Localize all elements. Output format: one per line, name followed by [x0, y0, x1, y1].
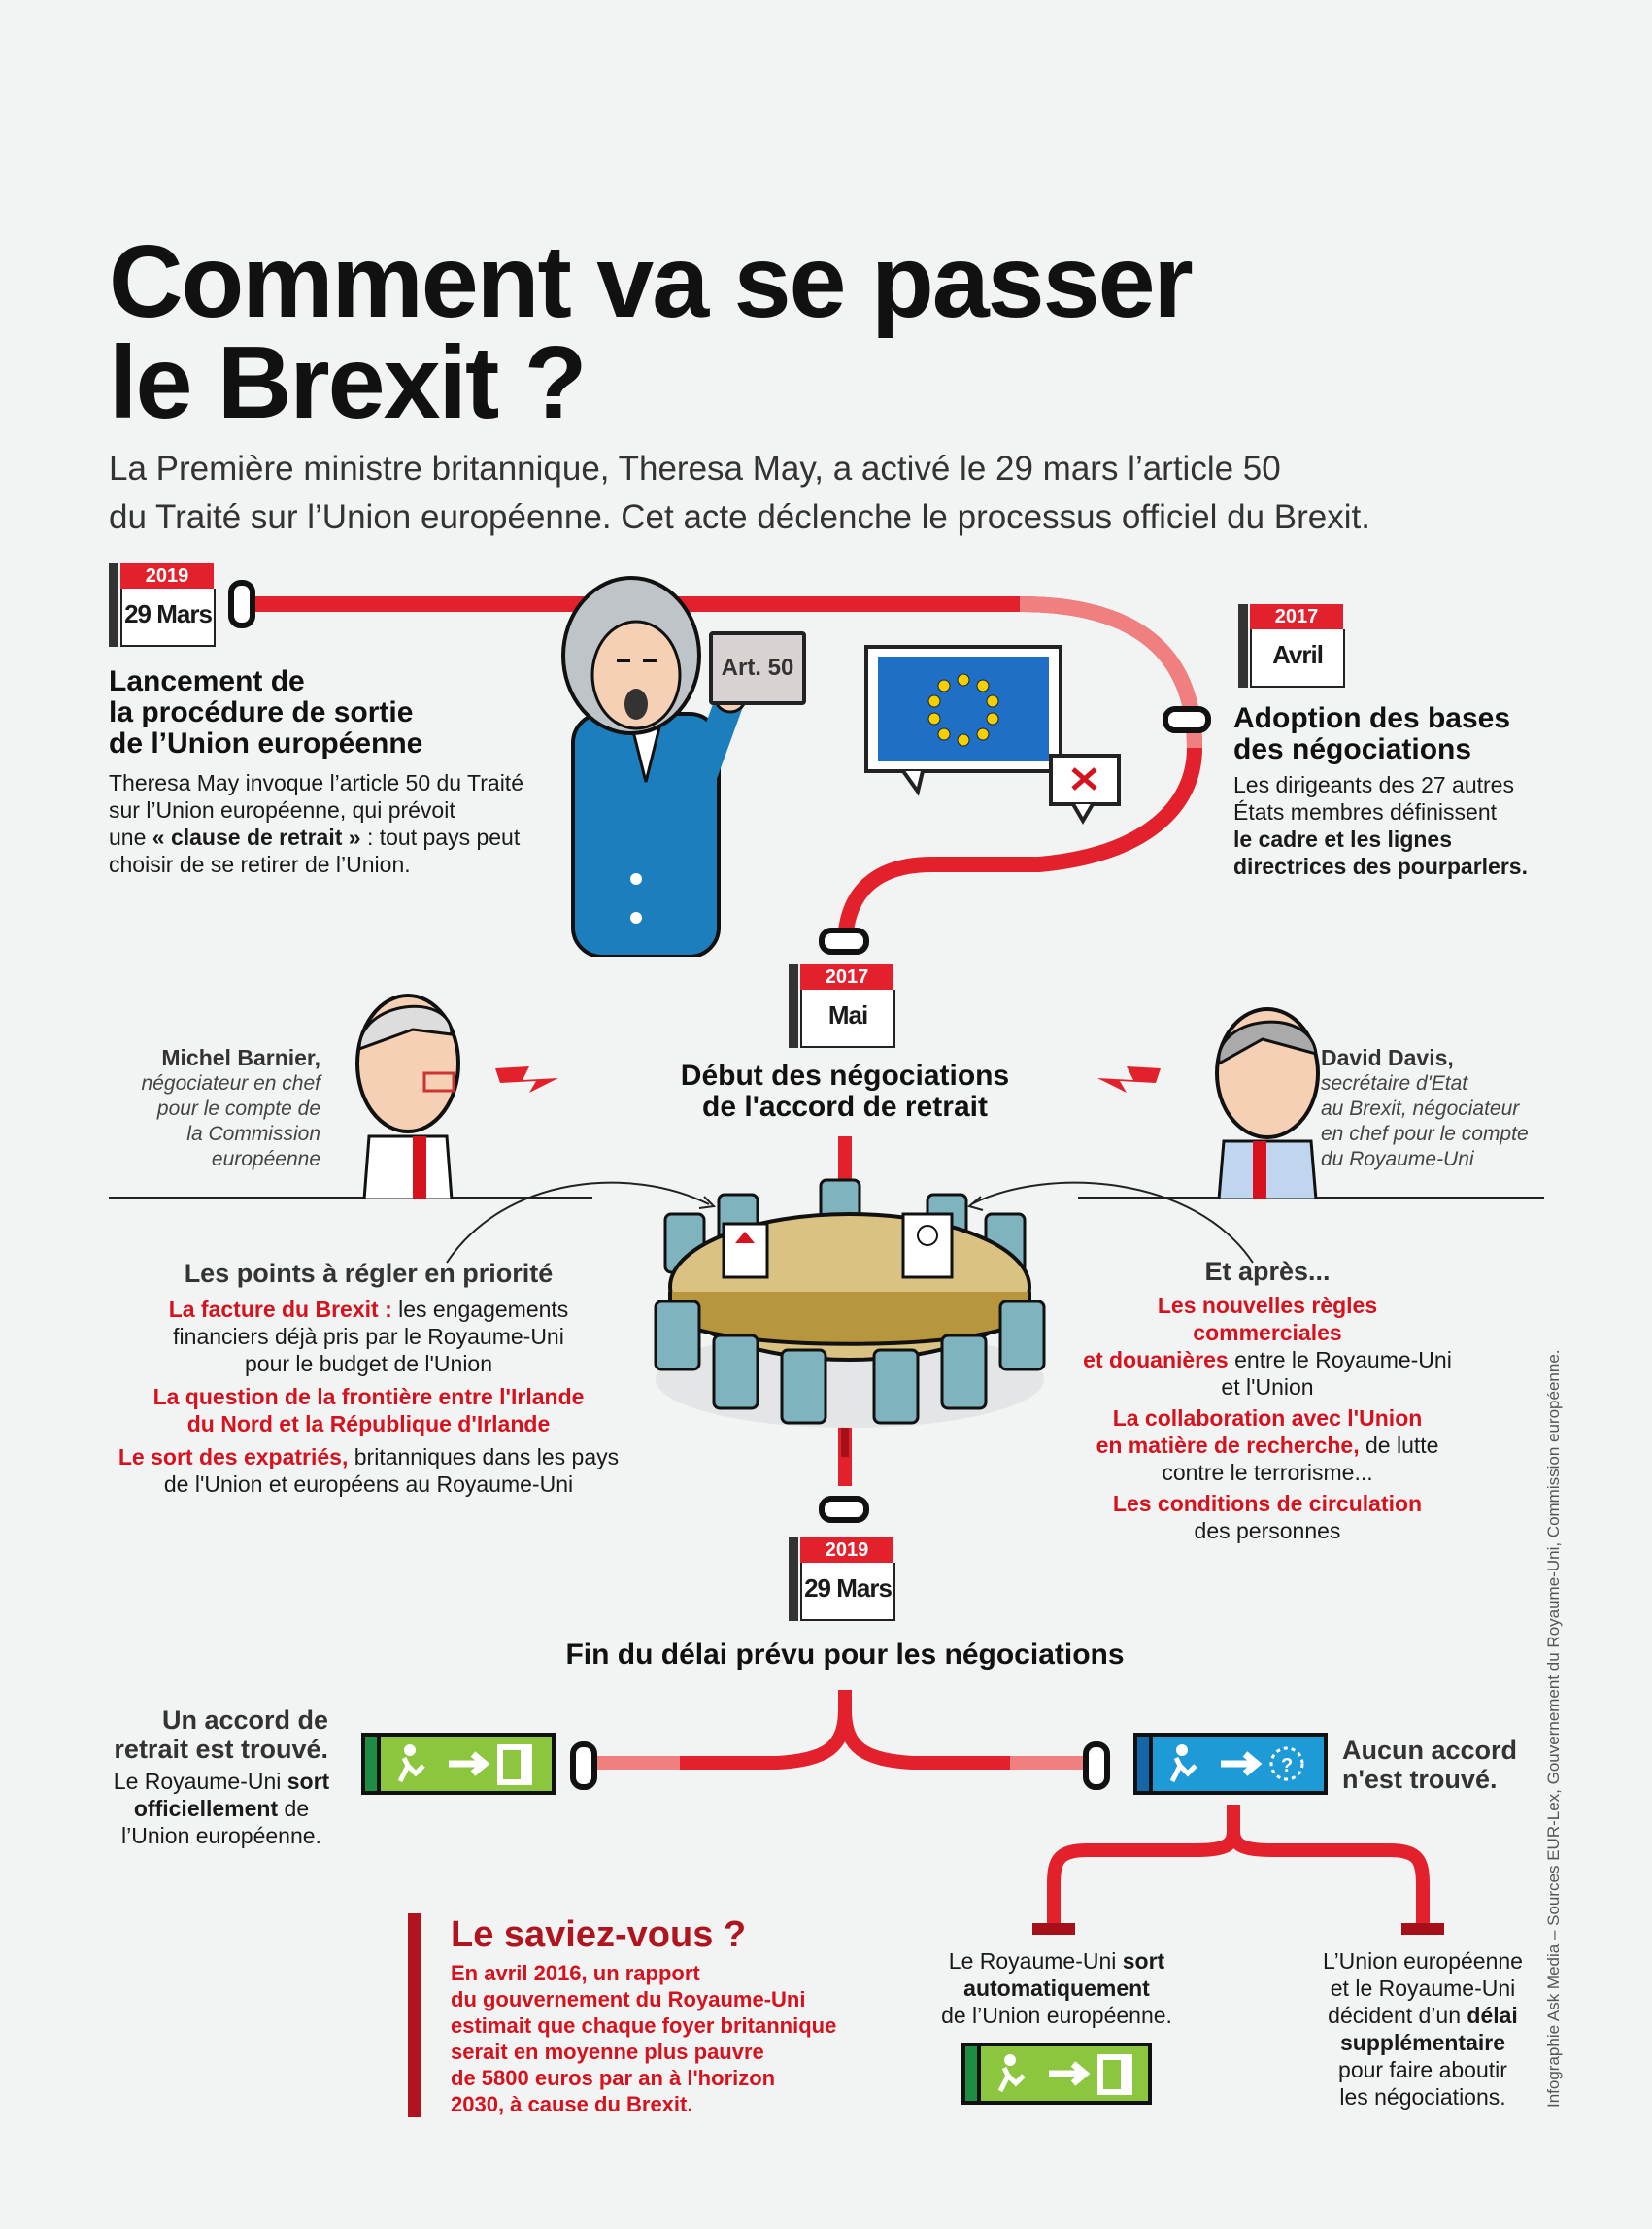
step3-title-l2: de l'accord de retrait [702, 1091, 988, 1123]
exit-sign-blue-icon [1133, 1733, 1328, 1795]
barnier-role-l1: négociateur en chef [141, 1072, 320, 1095]
step2-text-l1: Les dirigeants des 27 autres [1233, 772, 1514, 797]
title-line-1: Comment va se passer [109, 224, 1192, 339]
deal-text-l2-post: de [278, 1796, 310, 1821]
priority-1 [109, 1296, 628, 1323]
after-1-rest: entre le Royaume-Uni [1228, 1347, 1452, 1372]
after-3-l2: des personnes [1194, 1518, 1341, 1543]
article-50-label: Art. 50 [721, 655, 794, 681]
after-3-l1: Les conditions de circulation [1112, 1491, 1423, 1516]
after-2-l2 [1083, 1432, 1452, 1459]
source-credit: Infographie Ask Media – Sources EUR-Lex, Gouvernement du Royaume-Uni, Commission européenne. [1544, 1349, 1563, 2108]
deal-text-l2-bold: officiellement [133, 1796, 279, 1821]
barnier-name: Michel Barnier, [161, 1045, 320, 1070]
priority-3-rest: britanniques dans les pays [348, 1444, 620, 1469]
outcome-b-l2: et le Royaume-Uni [1330, 1976, 1516, 2001]
step1-text-l3 [109, 824, 523, 851]
davis-role-l3: en chef pour le compte [1321, 1123, 1529, 1145]
step2-text-l3: le cadre et les lignes [1233, 827, 1453, 852]
nodeal-title-l2: n'est trouvé. [1342, 1765, 1498, 1794]
priority-1-red: La facture du Brexit : [168, 1297, 392, 1322]
after-2-red: en matière de recherche, [1096, 1433, 1360, 1458]
davis-role-l1: secrétaire d'Etat [1321, 1072, 1468, 1095]
calendar-day: 29 Mars [800, 1563, 895, 1621]
article-50-sign [709, 631, 806, 705]
after-2-l1: La collaboration avec l'Union [1112, 1405, 1423, 1431]
outcome-b-l1: L’Union européenne [1323, 1948, 1523, 1974]
barnier-role-l3: la Commission [186, 1123, 320, 1145]
deal-text-l1 [105, 1768, 338, 1795]
deal-text-l2 [105, 1795, 338, 1822]
priority-3-red: Le sort des expatriés, [118, 1444, 349, 1469]
exit-sign-green-bottom-icon [961, 2043, 1152, 2105]
priority-2-l2: du Nord et la République d'Irlande [186, 1411, 551, 1436]
deal-text-l3: l’Union européenne. [121, 1823, 321, 1848]
priority-3-l2: de l'Union et européens au Royaume-Uni [163, 1471, 574, 1497]
calendar-step3 [789, 964, 893, 1050]
nodeal-title [1342, 1736, 1517, 1794]
priority-1-l3: pour le budget de l'Union [244, 1351, 493, 1376]
outcome-a-l1 [921, 1947, 1193, 1975]
step3-title [602, 1061, 1088, 1123]
negotiation-table-illustration [646, 1175, 1054, 1437]
priorities-title: Les points à régler en priorité [184, 1259, 554, 1288]
calendar-step1 [109, 563, 214, 649]
theresa-may-illustration [544, 558, 767, 957]
barnier-caption [109, 1044, 320, 1172]
outcome-b-l6: les négociations. [1339, 2084, 1506, 2110]
step1-text-l1: Theresa May invoque l’article 50 du Traité [109, 770, 523, 795]
step1-text-l3-post: : tout pays peut [360, 825, 521, 850]
step2-title [1233, 703, 1510, 765]
priorities-block [109, 1255, 628, 1498]
calendar-year: 2019 [800, 1537, 893, 1563]
step1-text-l3-bold: « clause de retrait » [152, 825, 361, 850]
did-you-know-l2: du gouvernement du Royaume-Uni [451, 1987, 806, 2011]
step2-title-l2: des négociations [1233, 733, 1472, 765]
intro-line-1: La Première ministre britannique, Theresa May, a activé le 29 mars l’article 50 [109, 450, 1281, 488]
deal-title-l2: retrait est trouvé. [114, 1735, 328, 1764]
outcome-b [1292, 1947, 1554, 2111]
after-1-red: et douanières [1083, 1347, 1229, 1372]
did-you-know-title: Le saviez-vous ? [451, 1914, 747, 1955]
step2-text-l2: États membres définissent [1233, 799, 1498, 825]
step1-text-l4: choisir de se retirer de l’Union. [109, 852, 411, 877]
outcome-a-l2: automatiquement [963, 1976, 1150, 2001]
david-davis-illustration [1204, 996, 1331, 1199]
did-you-know-l5: de 5800 euros par an à l'horizon [451, 2066, 776, 2090]
after-1-l1: Les nouvelles règles commerciales [1157, 1293, 1378, 1345]
michel-barnier-illustration [345, 981, 471, 1199]
step1-title [109, 666, 422, 760]
step1-text-l3-pre: une [109, 825, 152, 850]
davis-role-l2: au Brexit, négociateur [1321, 1098, 1520, 1120]
calendar-year: 2017 [1250, 604, 1343, 629]
calendar-day: 29 Mars [120, 589, 216, 647]
step1-text-l2: sur l’Union européenne, qui prévoit [109, 797, 455, 823]
title-line-2: le Brexit ? [109, 325, 586, 440]
deal-title [109, 1706, 328, 1764]
after-1-l3: et l'Union [1221, 1374, 1314, 1400]
did-you-know-l4: serait en moyenne plus pauvre [451, 2040, 764, 2064]
outcome-a-l3: de l’Union européenne. [941, 2003, 1172, 2028]
step3-title-l1: Début des négociations [680, 1060, 1010, 1092]
after-title: Et après... [1204, 1257, 1331, 1286]
step2-text-l4: directrices des pourparlers. [1233, 854, 1528, 879]
step1-title-l1: Lancement de [109, 665, 305, 697]
svg-text:?: ? [1281, 1755, 1294, 1776]
deal-text-l1-bold: sort [287, 1769, 330, 1794]
calendar-year: 2019 [120, 563, 214, 589]
outcome-a [921, 1947, 1193, 2029]
outcome-b-l3-bold: délai [1467, 2003, 1518, 2028]
step2-title-l1: Adoption des bases [1233, 702, 1511, 734]
step4-title: Fin du délai prévu pour les négociations [565, 1638, 1125, 1671]
priority-1-rest: les engagements [391, 1297, 569, 1322]
did-you-know-box [408, 1913, 836, 2117]
after-block [1083, 1255, 1452, 1544]
step1-text [109, 769, 523, 878]
barnier-role-l2: pour le compte de [156, 1098, 320, 1120]
did-you-know-l1: En avril 2016, un rapport [451, 1961, 700, 1985]
davis-caption [1321, 1044, 1544, 1172]
outcome-a-l1-pre: Le Royaume-Uni [948, 1948, 1123, 1974]
after-2-l3: contre le terrorisme... [1162, 1460, 1373, 1485]
outcome-b-l3 [1292, 2002, 1554, 2029]
deal-text-l1-pre: Le Royaume-Uni [113, 1769, 287, 1794]
calendar-year: 2017 [800, 964, 893, 990]
after-1-l2 [1083, 1346, 1452, 1373]
step1-title-l3: de l’Union européenne [109, 727, 423, 760]
step2-text [1233, 771, 1528, 880]
calendar-day: Mai [800, 990, 895, 1048]
intro-text [109, 445, 1370, 542]
deal-text [105, 1768, 338, 1849]
eu-flag-bubble-icon [864, 641, 1127, 830]
outcome-b-l4: supplémentaire [1340, 2030, 1505, 2055]
calendar-day: Avril [1250, 629, 1345, 688]
after-2-rest: de lutte [1359, 1433, 1439, 1458]
did-you-know-text [451, 1960, 836, 2117]
barnier-role-l4: européenne [211, 1148, 320, 1170]
page-title [109, 224, 1192, 440]
priority-1-l2: financiers déjà pris par le Royaume-Uni [173, 1324, 564, 1349]
davis-role-l4: du Royaume-Uni [1321, 1148, 1474, 1170]
step1-title-l2: la procédure de sortie [109, 696, 414, 728]
nodeal-title-l1: Aucun accord [1342, 1736, 1518, 1765]
deal-title-l1: Un accord de [161, 1706, 328, 1735]
outcome-b-l3-pre: décident d’un [1328, 2003, 1467, 2028]
priority-2-l1: La question de la frontière entre l'Irlande [152, 1384, 585, 1409]
did-you-know-l3: estimait que chaque foyer britannique [451, 2013, 837, 2038]
outcome-a-l1-bold: sort [1122, 1948, 1165, 1974]
exit-sign-green-icon [361, 1733, 556, 1795]
did-you-know-l6: 2030, à cause du Brexit. [451, 2092, 693, 2116]
intro-line-2: du Traité sur l’Union européenne. Cet acte déclenche le processus officiel du Brexit. [109, 498, 1370, 536]
davis-name: David Davis, [1321, 1045, 1454, 1070]
calendar-step2 [1238, 604, 1343, 690]
calendar-step4 [789, 1537, 893, 1623]
outcome-b-l5: pour faire aboutir [1338, 2057, 1507, 2082]
priority-3 [109, 1443, 628, 1470]
